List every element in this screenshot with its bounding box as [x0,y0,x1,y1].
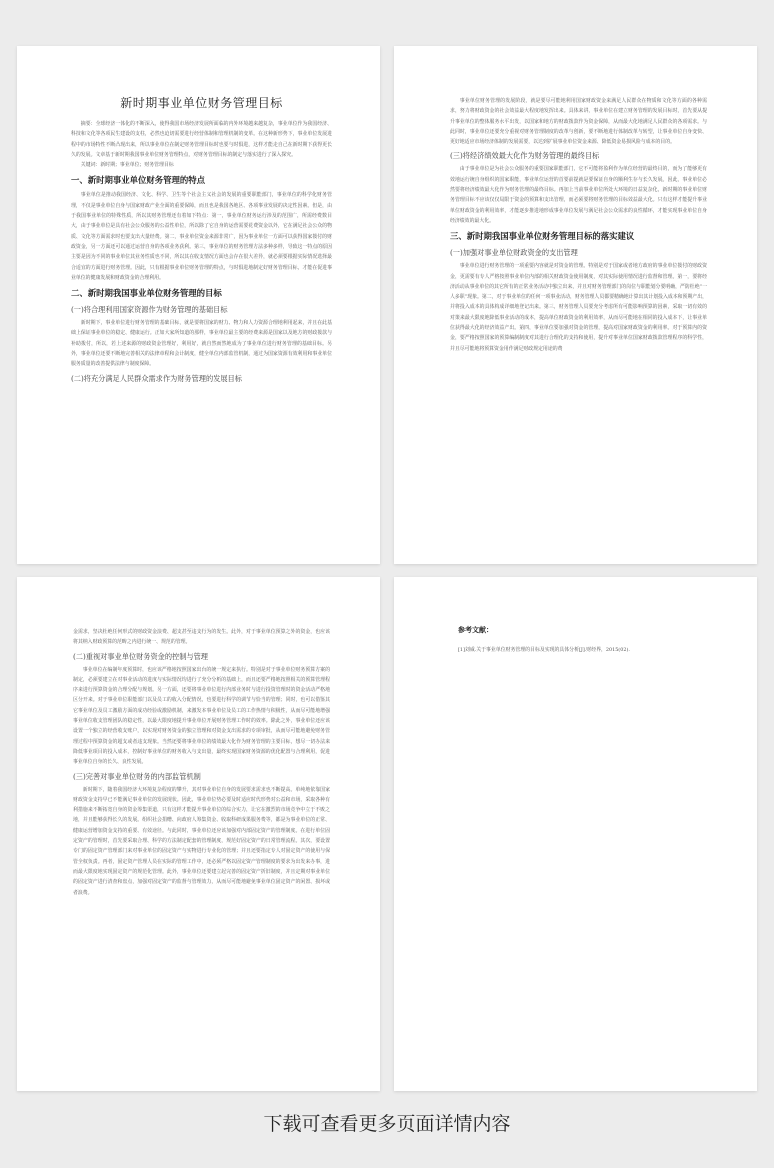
abstract: 摘要：全球经济一体化的不断深入，使得我国市场经济发展所面临的内外环境越来越复杂，事业单位作为我国经济、科技和文化等各项民生建设的支柱，必然也迫切需要进行经营体制和管理机制的变革。在这种新形势下，事业单位发展进程中的市场特性不断凸现出来，所以事业单位在制定财务管理目标时也要与时俱进，这样才能走自己在新时期下获得更长久的发展。文章基于新时期我国事业单位财务管理特点，对财务管理目标的制定与落实进行了深入探究。 [71,121,332,158]
subsection-heading: (一)将合理利用国家资源作为财务管理的基础目标 [71,305,228,315]
paragraph: 新时期下，事业单位进行财务管理的基础目标，就是要将国家的财力、物力和人力资源合理地利用起来，并且在此基础上保证事业单位的稳定、健康运行。正如大家所知道的那样，事业单位最主要的经费来源是国家以及地方的财政拨款与补助拨付，所以，若上述来源的财政资金管理好，利用好，就自然而然地成为了事业单位进行财务管理的基础目标。另外，事业单位还要不断地完善相关的法律章程和会计制度，健全单位内部监管机制，通过为国家资源有效利用和事业单位服务质量的改善提供法律与制度保障。 [71,320,332,368]
subsection-heading: (二)将充分满足人民群众需求作为财务管理的发展目标 [71,373,242,383]
download-more-link[interactable]: 下载可查看更多页面详情内容 [263,1113,511,1135]
document-title: 新时期事业单位财务管理目标 [120,96,283,110]
paragraph: 由于事业单位是为社会公众服务的重要国家职能部门，它不可能将盈利作为单位经营的最终目的，而为了能够更有效地运行统自身组织的国家职能，事业单位运营的首要前提就是要保证自身的顺利生存与长久发展。因此，事业单位必然要将经济绩效最大化作为财务管理的最终目标。再加上当前事业单位所处大环境的日益复杂化，新时期的事业单位财务管理目标不应该仅仅局限于资金的预算和支出管理，而必须要将财务管理的目标效益最大化。只有这样才能提升事业单位财政资金的利用效率，才能逐步推进地形成事业单位发展与满足社会公众需求的良性循环，才能实现事业单位自身经济绩效的最大化。 [450,166,707,224]
document-page-1 [17,46,380,564]
paragraph: 事业单位在编制年度预算时，也应该严格地按照国家出台的统一规定来执行。特别是对于事业单位财务预算方案的制定，必须要建立在对事业活动的进度与实际情况均进行了充分分析的基础上，而且还要严格地按照相关的预算管理程序来进行预算资金的合理分配与规划。另一方面，还要将事业单位进行内部业务时与进行投资管理时的资金活动严格地区分开来。对于事业单位职能部门以及员工的收入分配情况，也要进行科学的调节与恰当的管理；同时，也可以借鉴其它事业单位及员工激励方面的成功经验或激励机制，来激发本事业单位及员工的工作热情与积极性，从而尽可能地增强事业单位收支管理团队的稳定性，以最大限度地提升事业单位开展财务管理工作时的效率。除此之外，事业单位还应该设置一个独立的经营收支账户，以实现对财务资金的独立管理和对资金支出需求的专项审批，从而尽可能地避免财务管理过程中预算资金的超支或者违支现象。当然还要将事业单位的绩效最大化作为财务管理的主要目标，想尽一切办法来降低事业项目的投入成本，控制好事业单位的财务收入与支出量，最终实现国家财务资源的优化配置与合理利用，促进事业单位自身的长久、良性发展。 [73,666,330,766]
subsection-heading: (二)重视对事业单位财务资金的控制与管理 [73,651,208,661]
subsection-heading: (一)加强对事业单位财政资金的支出管理 [450,248,578,258]
paragraph: 事业单位财务管理的发展阶段，就是要尽可能地利用国家财政资金来满足人民群众在物质和文化等方面的各种需求，努力将财政资金的社会效益最大程度地发挥出来。具体来讲，事业单位在建立财务管理的发展目标时，首先要从提升事业单位的整体服务水平出发，以国家和地方的财政拨款作为资金保障，从而最大化地满足人民群众的各项需求。与此同时，事业单位还要充分重视对财务管理制度的改革与创新，要不断地进行体制改革与转型，让事业单位自身变快、更好地适应市场经济体制的发展需要，以达到扩展事业单位资金来源、降低资金易损风险与成本的目的。 [450,98,707,146]
section-heading: 一、新时期事业单位财务管理的特点 [71,175,205,186]
keywords: 关键词：新时期；事业单位；财务管理目标 [80,162,174,169]
section-heading: 二、新时期我国事业单位财务管理的目标 [71,288,222,299]
paragraph: 事业单位进行财务管理的一项重要内容就是对资金的管理。特别是对于国家或者地方政府的事业单位拨付的财政资金，更需要有专人严格按照事业单位内部的相关财政资金使用制度，对其实际使用情况进行监督和管理。第一，要将经济活动从事业单位的其它所有的正常业务活动中独立出来，并且对财务管理部门的岗位与职能划分要明确，严防杜绝“一人多职”现象。第二，对于事业单位的任何一项事业活动，财务管理人员都要精确地计算出其计划投入成本和预期产出，并将投入成本的具体构成详细地登记出来。第三，财务管理人员要充分考虑所有可能影响预算的因素，采取一切有效的对策来最大限度地降低事业活动的成本，提高单位财政资金的利用效率，从而尽可能地在相同的投入成本下，让事业单位获得最大化的经济效益产出。第四，事业单位要加强对资金的管理，提高对国家财政资金的利用率。对于预算内的资金，要严格按照国家的预算编制制度对其进行合理化的支持和使用，提升对事业单位国家财政拨款管理程序的科学性，并且尽可能地将预算资金用作满足财政规定用途的费 [450,263,707,352]
paragraph: 事业单位是推动我国经济、文化、科学、卫生等个社会主义社会的发展的重要职能部门，事业单位的科学化财务管理，不仅是事业单位自身与国家财政产业全面的重要保障，而且也是我国各地区、各项事业发展的决定性因素。但是，由于我国事业单位的特殊性质，所以其财务管理还有着如下特点：第一，事业单位财务运行涉及的范围广，所需经费数目大，由于事业单位是具有社会公众服务的公益性单位，所以除了它自身的运营需要花费资金以外，它在满足社会公众的物质、文化等方面需求时也要支出大量经费。第二，事业单位资金来源非常广，因为事业单位一方面可以获得国家拨付的财政资金，另一方面还可以通过运营自身的各项业务获利。第三，事业单位的财务管理方法多种多样，导致这一特点的原因主要是因为不同的事业单位其业务性质也不同，所以其在收支情况方面也会存在很大差异，就必须要根据实际情况选择最合适宜的方面进行财务管理。因此，只有根据事业单位财务管理的特点，与时俱进地制定好财务管理目标，才能在促进事业单位的健康发展和财政资金的合理利用。 [71,192,332,281]
subsection-heading: (三)将经济绩效最大化作为财务管理的最终目标 [450,151,600,161]
document-page-3 [17,577,380,1091]
document-page-2 [394,46,757,564]
subsection-heading: (三)完善对事业单位财务的内部监管机制 [73,771,201,781]
references-heading: 参考文献： [458,625,493,634]
section-heading: 三、新时期我国事业单位财务管理目标的落实建议 [450,231,635,242]
reference-item: [1]刘威.关于事业单位财务管理的目标及实现的具体分析[J].财经界，2015(02). [458,647,630,653]
paragraph: 新时期下，随着我国经济大环境复杂程度的攀升，其对事业单位自身的发展要求需求也不断提高。单纯地依靠国家财政资金支持早已不能满足事业单位的发展现状。因此，事业单位势必要及时适应时代形势对公益和市场，采取各种有利措施来不断拓宽自身的资金筹集渠道，只有这样才能提升事业单位的综合实力，让它在激烈的市场竞争中立于不败之地，并且能够获得长久的发展。组织社会捐赠、向政府人筹集资金、收取科研成果服务费等，都是为事业单位的正常、健康运营增加资金支持的重要、有效途径。与此同时，事业单位还应该加强对内部固定资产的管理制度。在进行单位固定资产的管理时，首先要采取合理、科学的方法制定配套的管理制度，规范好固定资产的日常管理流程。其次，要设置专门的固定资产管理部门来对事业单位的固定资产与实物进行专业化的管理；并且还要指定专人对固定资产的使用与保管全权负责。再者，固定资产管理人员在实际的管理工作中，还必须严格以固定资产管理制度的要求为出发来办事，进而最大限度地实现固定资产的规范化管理。此外，事业单位还要建立起完善的固定资产折旧制度，并且定期对事业单位的固定资产进行清查和盘点，加强对固定资产的监督与管理效力，从而尽可能地避免事业单位固定资产的闲置、损坏或者浪费。 [73,786,330,896]
document-page-4 [394,577,757,1091]
paragraph: 金需求，坚决杜绝任何形式的财政资金浪费、超支甚至违支行为的发生。此外，对于事业单位预算之外的资金，也应该将其纳入财政预算的范畴之内进行统一、规范的管理。 [73,629,330,646]
